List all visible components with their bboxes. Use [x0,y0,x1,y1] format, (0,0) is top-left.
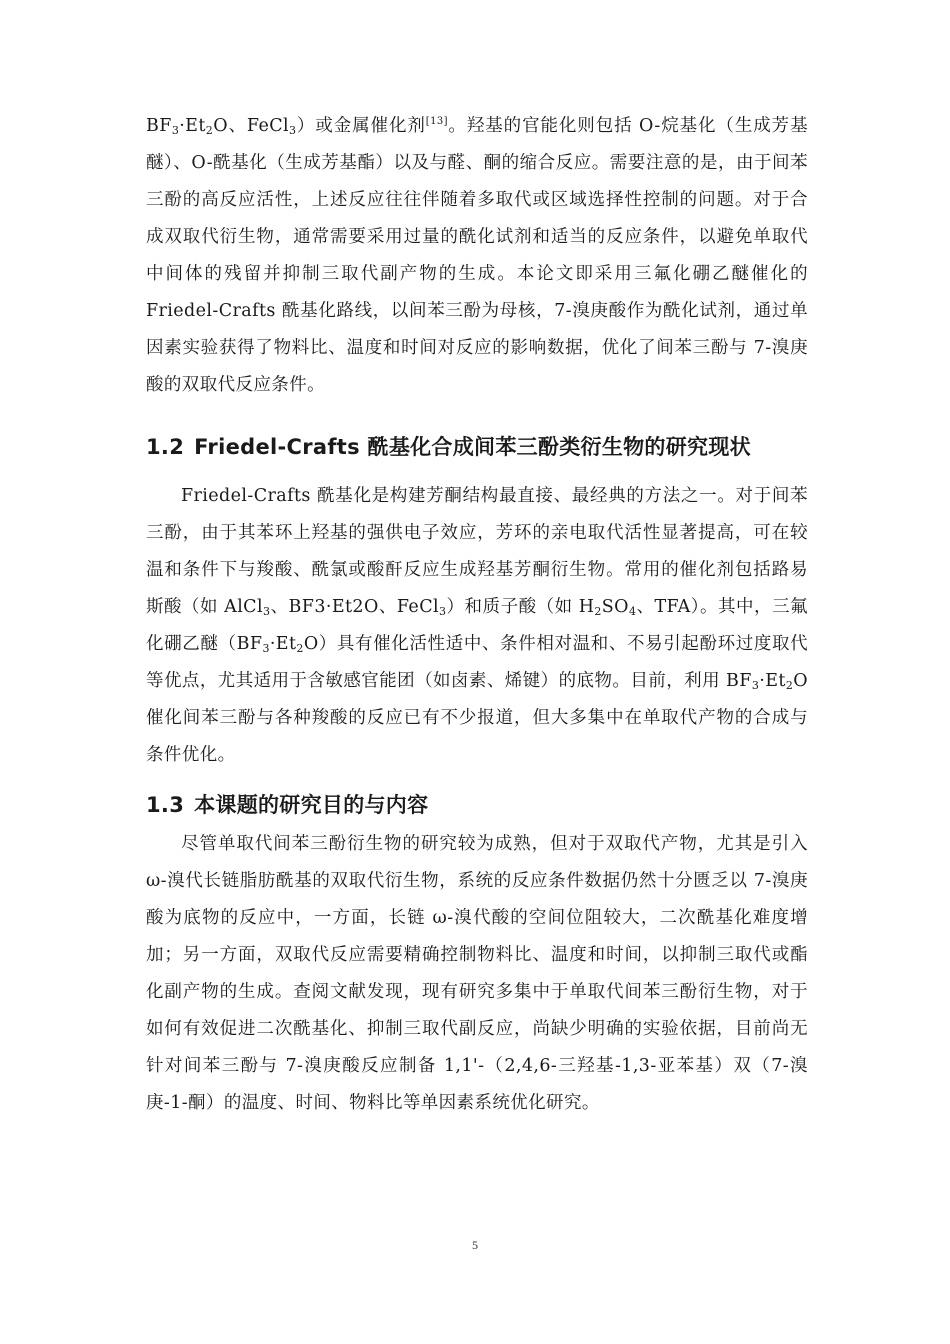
paragraph-section-1-2: Friedel-Crafts 酰基化是构建芳酮结构最直接、最经典的方法之一。对于间苯三酚，由于其苯环上羟基的强供电子效应，芳环的亲电取代活性显著提高，可在较温和条件下与羧酸、酰氯或酸酐反应生成羟基芳酮衍生物。常用的催化剂包括路易斯酸（如 AlCl$_3$、BF3·Et2O、FeCl$_3$）和质子酸（如 $H_2SO_4$、TFA）。其中，三氟化硼乙醚$(BF_3\cdot Et_2O)$具有催化活性适中、条件相对温和、不易引起酚环过度取代等优点，尤其适用于含敏感官能团（如卤素、烯键）的底物。目前，利用 $BF_3\cdot Et_2O$ 催化间苯三酚与各种羧酸的反应已有不少报道，但大多集中在单取代产物的合成与条件优化。 [146,486,808,765]
section-heading-1-3 [146,788,808,822]
section-number: 1.3 [146,793,185,817]
citation-ref: [13] [425,116,448,127]
section-number: 1.2 [146,435,185,459]
section-title: 本课题的研究目的与内容 [194,793,429,817]
paragraph-intro: $BF_3\cdot Et_2O$、FeCl$_3$）或金属催化剂[13]。羟基的官能化则包括 O-烷基化（生成芳基醚）、O-酰基化（生成芳基酯）以及与醛、酮的缩合反应。需要注意的是，由于间苯三酚的高反应活性，上述反应往往伴随着多取代或区域选择性控制的问题。对于合成双取代衍生物，通常需要采用过量的酰化试剂和适当的反应条件，以避免单取代中间体的残留并抑制三取代副产物的生成。本论文即采用三氟化硼乙醚催化的 Friedel-Crafts 酰基化路线，以间苯三酚为母核，7-溴庚酸作为酰化试剂，通过单因素实验获得了物料比、温度和时间对反应的影响数据，优化了间苯三酚与 7-溴庚酸的双取代反应条件。 [146,116,808,395]
section-heading-1-2 [146,430,808,464]
section-title: Friedel-Crafts 酰基化合成间苯三酚类衍生物的研究现状 [194,435,751,459]
page-content [146,108,808,1122]
page-number: 5 [472,1238,478,1252]
paragraph-section-1-3: 尽管单取代间苯三酚衍生物的研究较为成熟，但对于双取代产物，尤其是引入 ω-溴代长链脂肪酰基的双取代衍生物，系统的反应条件数据仍然十分匮乏以 7-溴庚酸为底物的反应中，一方面，长链 ω-溴代酸的空间位阻较大，二次酰基化难度增加；另一方面，双取代反应需要精确控制物料比、温度和时间，以抑制三取代或酯化副产物的生成。查阅文献发现，现有研究多集中于单取代间苯三酚衍生物，对于如何有效促进二次酰基化、抑制三取代副反应，尚缺少明确的实验依据，目前尚无针对间苯三酚与 7-溴庚酸反应制备 1,1'-（2,4,6-三羟基-1,3-亚苯基）双（7-溴庚-1-酮）的温度、时间、物料比等单因素系统优化研究。 [146,834,808,1113]
